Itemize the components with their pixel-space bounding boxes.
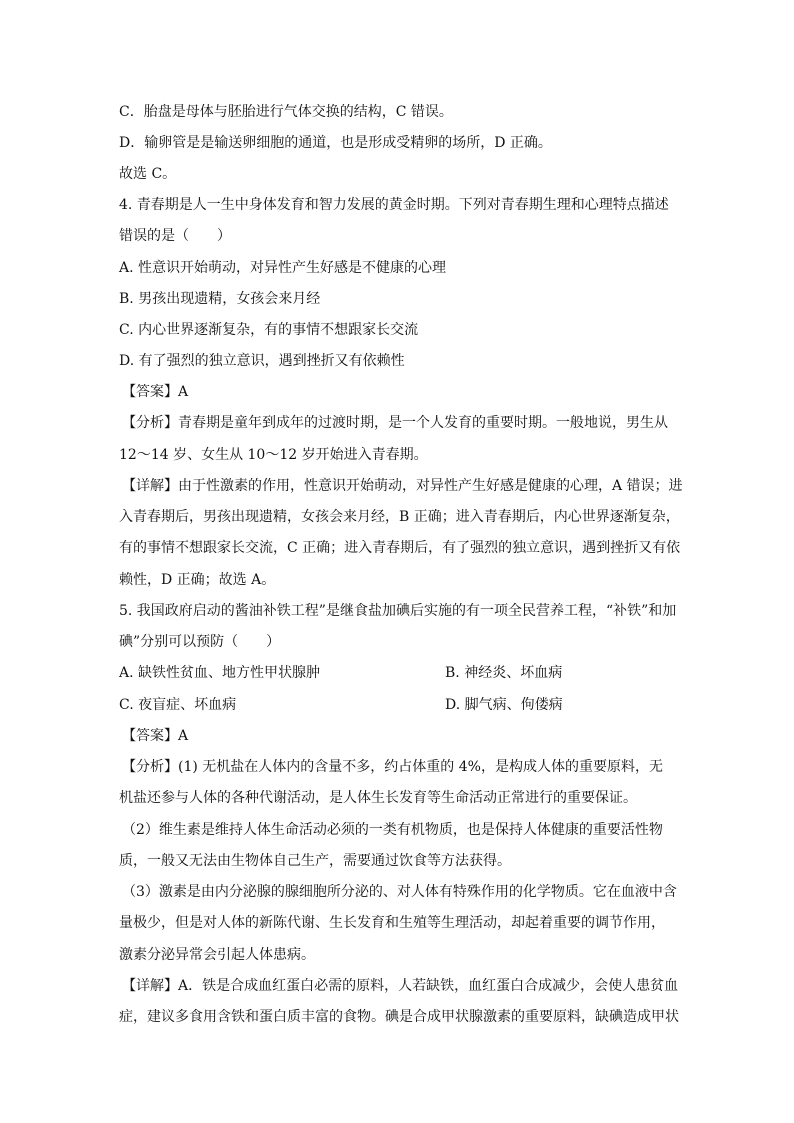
q4-option-c: C. 内心世界逐渐复杂，有的事情不想跟家长交流 <box>119 322 419 338</box>
q4-answer: 【答案】A <box>122 384 189 400</box>
q4-detail-line-1: 【详解】由于性激素的作用，性意识开始萌动，对异性产生好感是健康的心理，A 错误；进 <box>122 478 683 494</box>
q5-option-a: A. 缺铁性贫血、地方性甲状腺肿 <box>119 665 321 681</box>
conclusion: 故选 C。 <box>119 166 177 182</box>
q5-detail-line-2: 症，建议多食用含铁和蛋白质丰富的食物。碘是合成甲状腺激素的重要原料，缺碘造成甲状 <box>119 1009 679 1025</box>
q4-stem-line-1: 4. 青春期是人一生中身体发育和智力发展的黄金时期。下列对青春期生理和心理特点描述 <box>119 197 669 213</box>
q4-stem-line-2: 错误的是（ ） <box>119 228 231 244</box>
q5-option-d: D. 脚气病、佝偻病 <box>445 697 563 713</box>
q4-detail-line-2: 入青春期后，男孩出现遗精，女孩会来月经，B 正确；进入青春期后，内心世界逐渐复杂， <box>119 509 680 525</box>
q5-answer: 【答案】A <box>122 728 189 744</box>
option-d-explanation: D．输卵管是是输送卵细胞的通道，也是形成受精卵的场所，D 正确。 <box>119 135 552 151</box>
q4-analysis-line-2: 12～14 岁、女生从 10～12 岁开始进入青春期。 <box>119 447 428 463</box>
q5-analysis-line-2: 机盐还参与人体的各种代谢活动，是人体生长发育等生命活动正常进行的重要保证。 <box>119 790 637 806</box>
option-c-explanation: C．胎盘是母体与胚胎进行气体交换的结构，C 错误。 <box>119 104 453 120</box>
q5-option-c: C. 夜盲症、坏血病 <box>119 697 237 713</box>
q4-option-b: B. 男孩出现遗精，女孩会来月经 <box>119 291 321 307</box>
q5-analysis-line-1: 【分析】(1) 无机盐在人体内的含量不多，约占体重的 4%，是构成人体的重要原料，无 <box>122 759 663 775</box>
q5-stem-line-2: 碘”分别可以预防（ ） <box>119 634 281 650</box>
q5-analysis-line-3: （2）维生素是维持人体生命活动必须的一类有机物质，也是保持人体健康的重要活性物 <box>122 822 663 838</box>
q5-option-b: B. 神经炎、坏血病 <box>445 665 563 681</box>
q5-analysis-line-6: 量极少，但是对人体的新陈代谢、生长发育和生殖等生理活动，却起着重要的调节作用， <box>119 915 665 931</box>
q5-stem-line-1: 5. 我国政府启动的酱油补铁工程”是继食盐加碘后实施的有一项全民营养工程，“补铁”和加 <box>119 603 677 619</box>
q4-detail-line-4: 赖性，D 正确；故选 A。 <box>119 572 276 588</box>
q5-analysis-line-7: 激素分泌异常会引起人体患病。 <box>119 947 315 963</box>
q5-analysis-line-5: （3）激素是由内分泌腺的腺细胞所分泌的、对人体有特殊作用的化学物质。它在血液中含 <box>122 884 677 900</box>
q5-analysis-line-4: 质，一般又无法由生物体自己生产，需要通过饮食等方法获得。 <box>119 853 511 869</box>
q4-option-a: A. 性意识开始萌动，对异性产生好感是不健康的心理 <box>119 260 447 276</box>
q4-analysis-line-1: 【分析】青春期是童年到成年的过渡时期，是一个人发育的重要时期。一般地说，男生从 <box>122 415 668 431</box>
q4-detail-line-3: 有的事情不想跟家长交流，C 正确；进入青春期后，有了强烈的独立意识，遇到挫折又有依 <box>119 540 681 556</box>
q4-option-d: D. 有了强烈的独立意识，遇到挫折又有依赖性 <box>119 353 405 369</box>
q5-detail-line-1: 【详解】A．铁是合成血红蛋白必需的原料，人若缺铁，血红蛋白合成减少，会使人患贫血 <box>122 978 679 994</box>
